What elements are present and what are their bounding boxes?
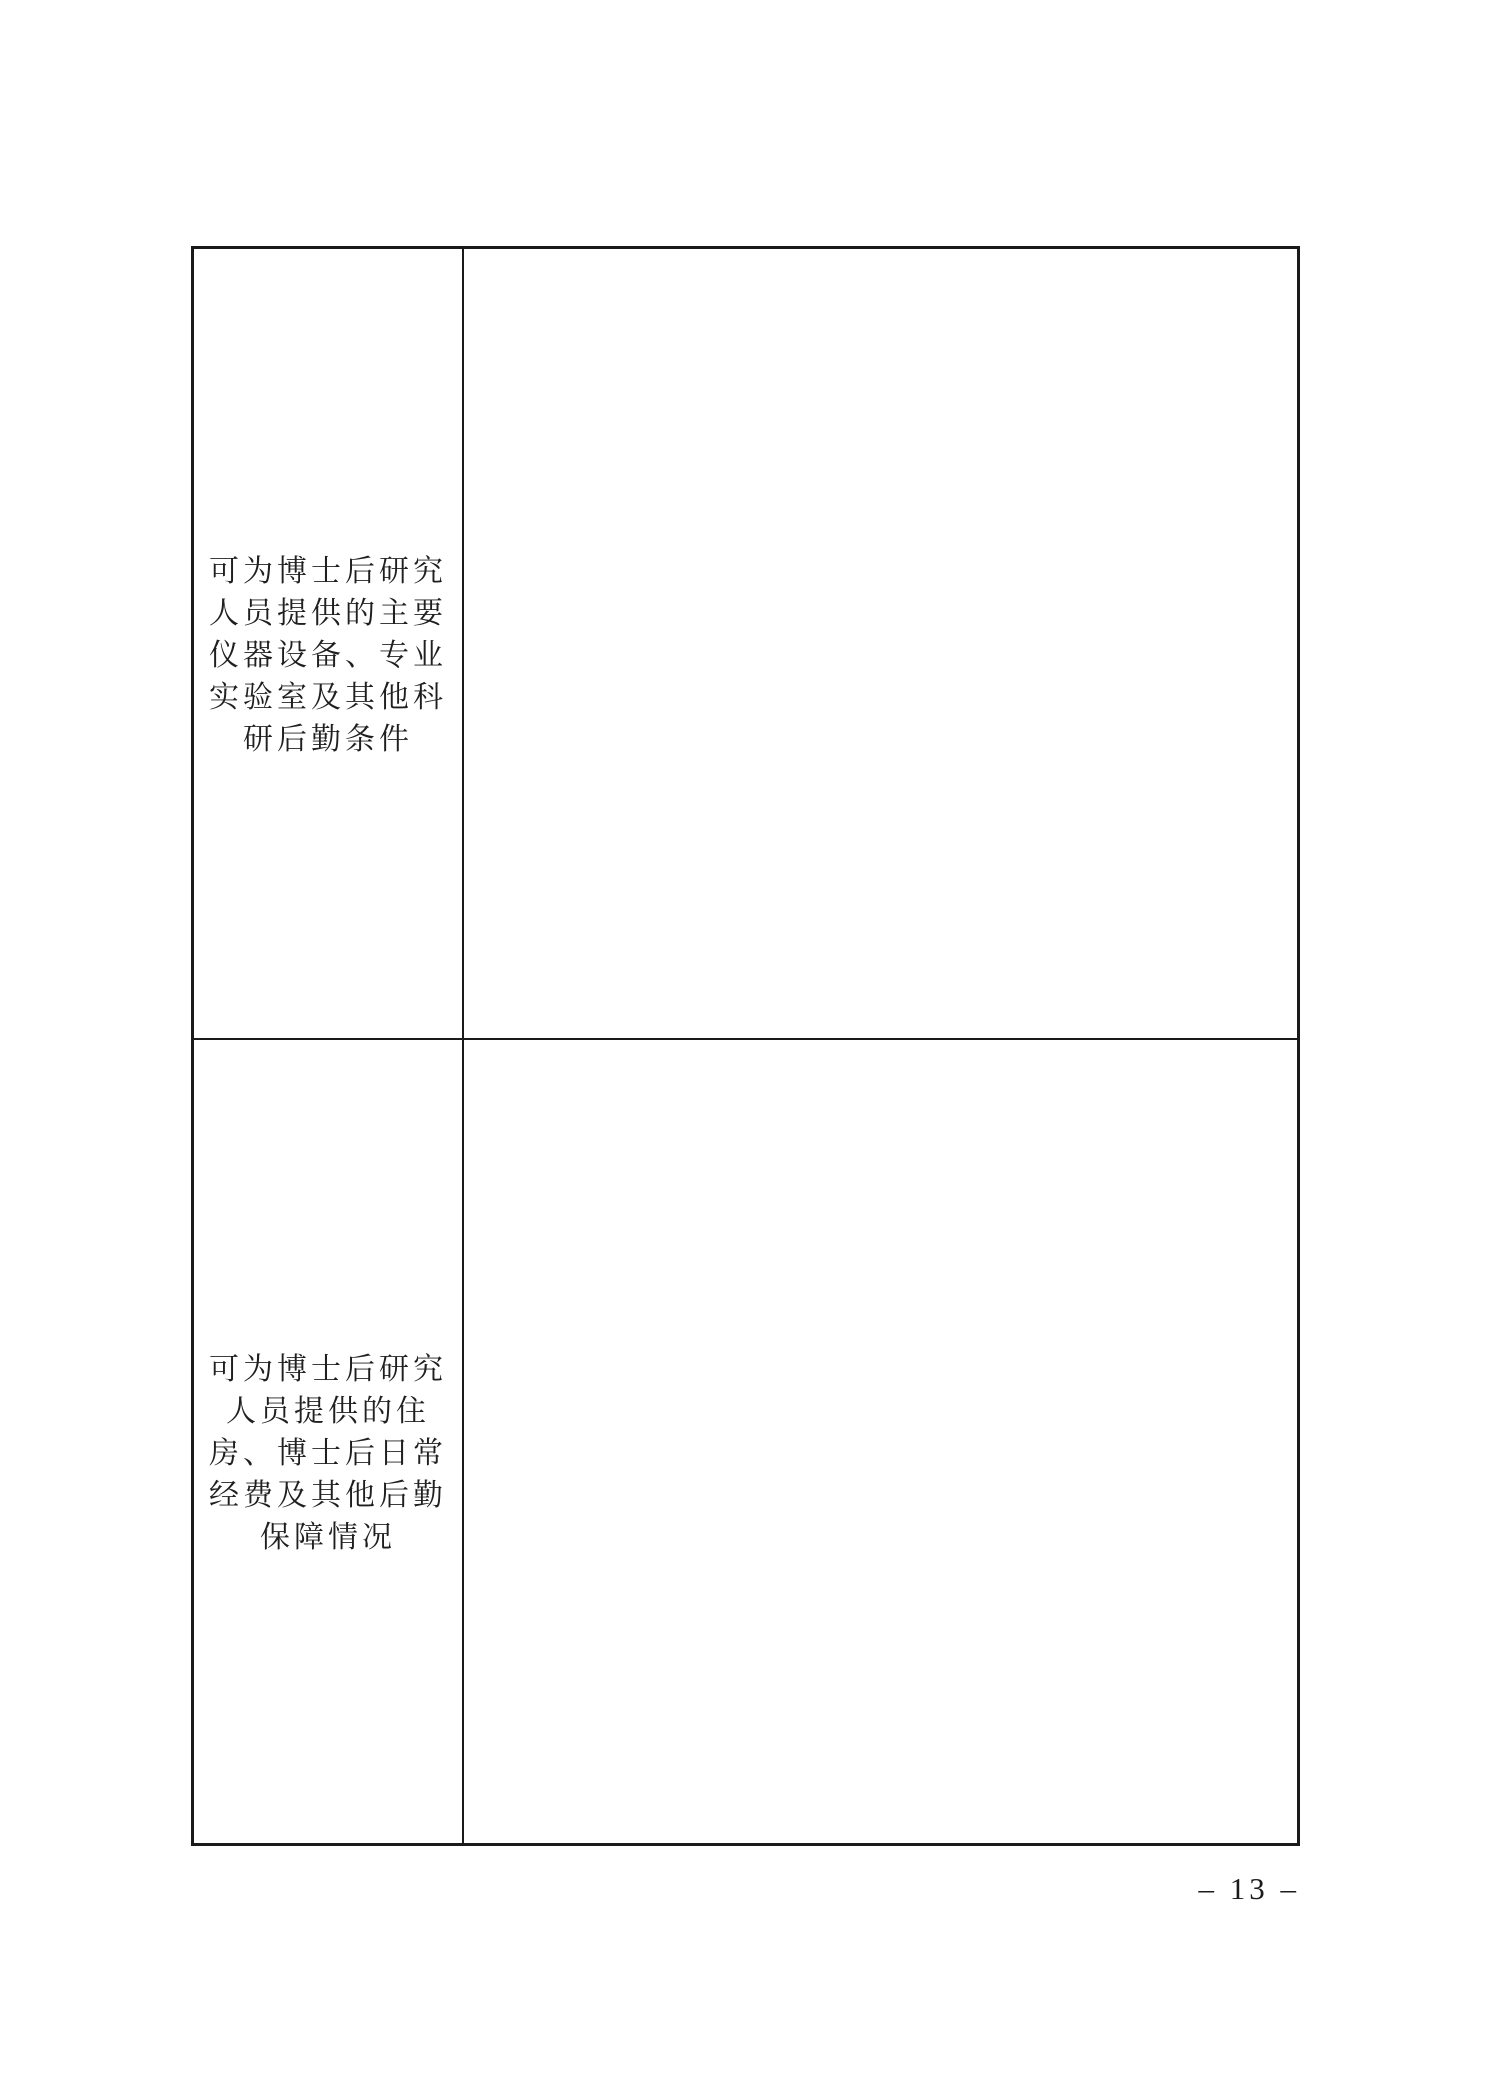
row-label-line: 可为博士后研究 <box>209 555 447 588</box>
row-label-line: 人员提供的主要 <box>209 597 447 630</box>
row-label-line: 仪器设备、专业 <box>209 639 447 672</box>
content-cell-equipment-lab-conditions <box>464 249 1297 1038</box>
row-label-line: 实验室及其他科 <box>209 681 447 714</box>
row-label-line: 可为博士后研究 <box>209 1353 447 1386</box>
row-label-line: 研后勤条件 <box>243 723 413 756</box>
page-number: – 13 – <box>1198 1871 1300 1906</box>
row-label-line: 经费及其他后勤 <box>209 1479 447 1512</box>
content-cell-housing-funding-support <box>464 1040 1297 1843</box>
label-cell-equipment-lab-conditions <box>194 249 464 1038</box>
row-label-line: 人员提供的住 <box>226 1395 430 1428</box>
table-row-equipment-lab-conditions <box>194 249 1297 1040</box>
row-label-line: 房、博士后日常 <box>209 1437 447 1470</box>
row-label-line: 保障情况 <box>260 1521 396 1554</box>
form-table <box>191 246 1300 1846</box>
label-cell-housing-funding-support <box>194 1040 464 1843</box>
table-row-housing-funding-support <box>194 1040 1297 1843</box>
